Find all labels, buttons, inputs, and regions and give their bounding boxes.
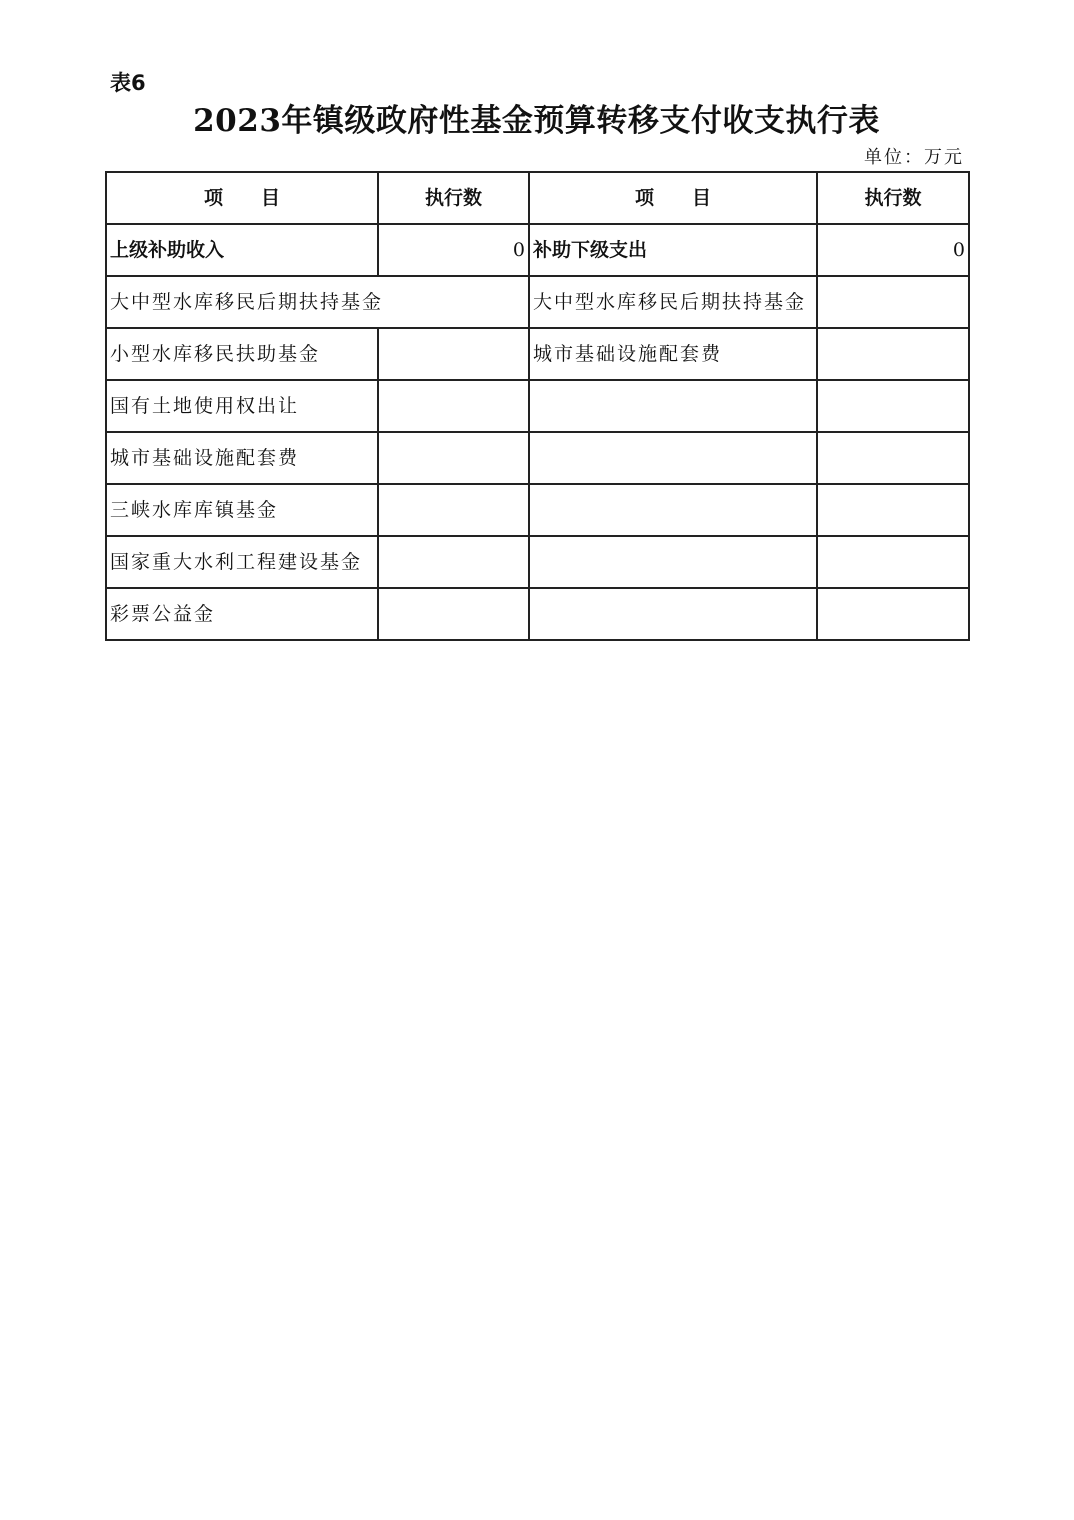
- row-right-item: 城市基础设施配套费: [529, 328, 817, 380]
- income-value: 0: [378, 224, 529, 276]
- row-left-value: [378, 484, 529, 536]
- row-right-value: [817, 484, 969, 536]
- table-number: 表6: [110, 71, 146, 95]
- row-right-item: [529, 536, 817, 588]
- row-left-item: 国有土地使用权出让: [106, 380, 378, 432]
- row-right-value: [817, 432, 969, 484]
- header-value-right: 执行数: [817, 172, 969, 224]
- table-row: [106, 380, 969, 432]
- row-right-value: [817, 328, 969, 380]
- table-row: [106, 432, 969, 484]
- row-right-item: [529, 588, 817, 640]
- table-row: [106, 536, 969, 588]
- budget-table: [105, 171, 970, 641]
- row-right-value: [817, 380, 969, 432]
- row-left-value: [378, 328, 529, 380]
- header-value-left: 执行数: [378, 172, 529, 224]
- table-row: [106, 276, 969, 328]
- row-left-value: [378, 380, 529, 432]
- row-left-item: 大中型水库移民后期扶持基金: [106, 276, 529, 328]
- header-row: [106, 172, 969, 224]
- table-row: [106, 484, 969, 536]
- expense-value: 0: [817, 224, 969, 276]
- row-right-value: [817, 536, 969, 588]
- row-right-value: [817, 588, 969, 640]
- summary-row: [106, 224, 969, 276]
- row-left-value: [378, 536, 529, 588]
- row-right-item: [529, 380, 817, 432]
- expense-label: 补助下级支出: [529, 224, 817, 276]
- page-title: 2023年镇级政府性基金预算转移支付收支执行表: [193, 103, 880, 139]
- row-left-item: 彩票公益金: [106, 588, 378, 640]
- row-left-item: 城市基础设施配套费: [106, 432, 378, 484]
- unit-label: 单位：万元: [864, 147, 964, 168]
- row-right-item: [529, 484, 817, 536]
- row-right-item: [529, 432, 817, 484]
- table-row: [106, 588, 969, 640]
- row-left-value: [378, 432, 529, 484]
- row-left-item: 小型水库移民扶助基金: [106, 328, 378, 380]
- row-left-value: [378, 588, 529, 640]
- header-item-right: 项 目: [529, 172, 817, 224]
- row-left-item: 国家重大水利工程建设基金: [106, 536, 378, 588]
- header-item-left: 项 目: [106, 172, 378, 224]
- row-right-value: [817, 276, 969, 328]
- income-label: 上级补助收入: [106, 224, 378, 276]
- row-left-item: 三峡水库库镇基金: [106, 484, 378, 536]
- table-row: [106, 328, 969, 380]
- row-right-item: 大中型水库移民后期扶持基金: [529, 276, 817, 328]
